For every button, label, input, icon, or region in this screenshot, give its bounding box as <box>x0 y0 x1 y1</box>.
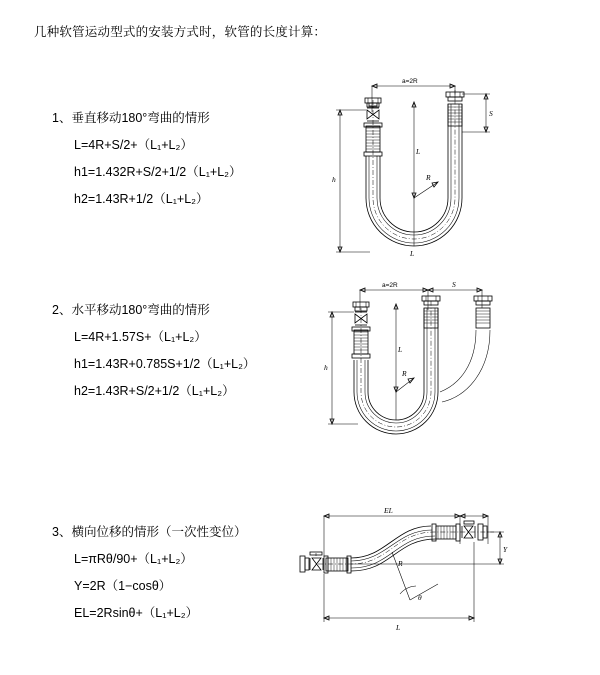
section-2-formula-2: h1=1.43R+0.785S+1/2（L₁+L₂） <box>74 357 256 371</box>
section-2-formula-3: h2=1.43R+S/2+1/2（L₁+L₂） <box>74 384 235 398</box>
lateral-offset-diagram <box>288 500 518 640</box>
section-1-formula-2: h1=1.432R+S/2+1/2（L₁+L₂） <box>74 165 242 179</box>
svg-text:h: h <box>332 175 336 184</box>
svg-text:L: L <box>398 345 403 354</box>
svg-text:a=2R: a=2R <box>382 282 398 289</box>
page-title: 几种软管运动型式的安装方式时，软管的长度计算： <box>34 25 327 39</box>
svg-text:S: S <box>452 280 456 289</box>
section-1-formula-3: h2=1.43R+1/2（L₁+L₂） <box>74 192 209 206</box>
section-2-title: 2、水平移动180°弯曲的情形 <box>52 303 210 317</box>
svg-text:EL: EL <box>384 506 393 515</box>
svg-text:L: L <box>396 623 401 632</box>
horizontal-180-bend-diagram <box>310 274 520 464</box>
svg-text:L: L <box>410 249 415 258</box>
section-1-title: 1、垂直移动180°弯曲的情形 <box>52 111 210 125</box>
svg-text:S: S <box>489 109 493 118</box>
section-3-formula-1: L=πRθ/90+（L₁+L₂） <box>74 552 193 566</box>
svg-text:R: R <box>402 369 407 378</box>
svg-text:h: h <box>324 363 328 372</box>
section-3-title: 3、横向位移的情形（一次性变位） <box>52 525 247 539</box>
svg-text:R: R <box>398 559 403 568</box>
section-2-formula-1: L=4R+1.57S+（L₁+L₂） <box>74 330 207 344</box>
section-3-formula-3: EL=2Rsinθ+（L₁+L₂） <box>74 606 199 620</box>
svg-text:Y: Y <box>503 545 508 554</box>
svg-text:θ: θ <box>418 593 422 602</box>
section-1-text <box>52 108 312 216</box>
svg-text:L: L <box>416 147 421 156</box>
section-3-formula-2: Y=2R（1−cosθ） <box>74 579 172 593</box>
vertical-180-bend-diagram <box>310 70 510 280</box>
svg-text:R: R <box>426 173 431 182</box>
svg-text:a=2R: a=2R <box>402 78 418 85</box>
section-2-text <box>52 300 312 408</box>
section-3-text <box>52 522 312 630</box>
section-1-formula-1: L=4R+S/2+（L₁+L₂） <box>74 138 193 152</box>
